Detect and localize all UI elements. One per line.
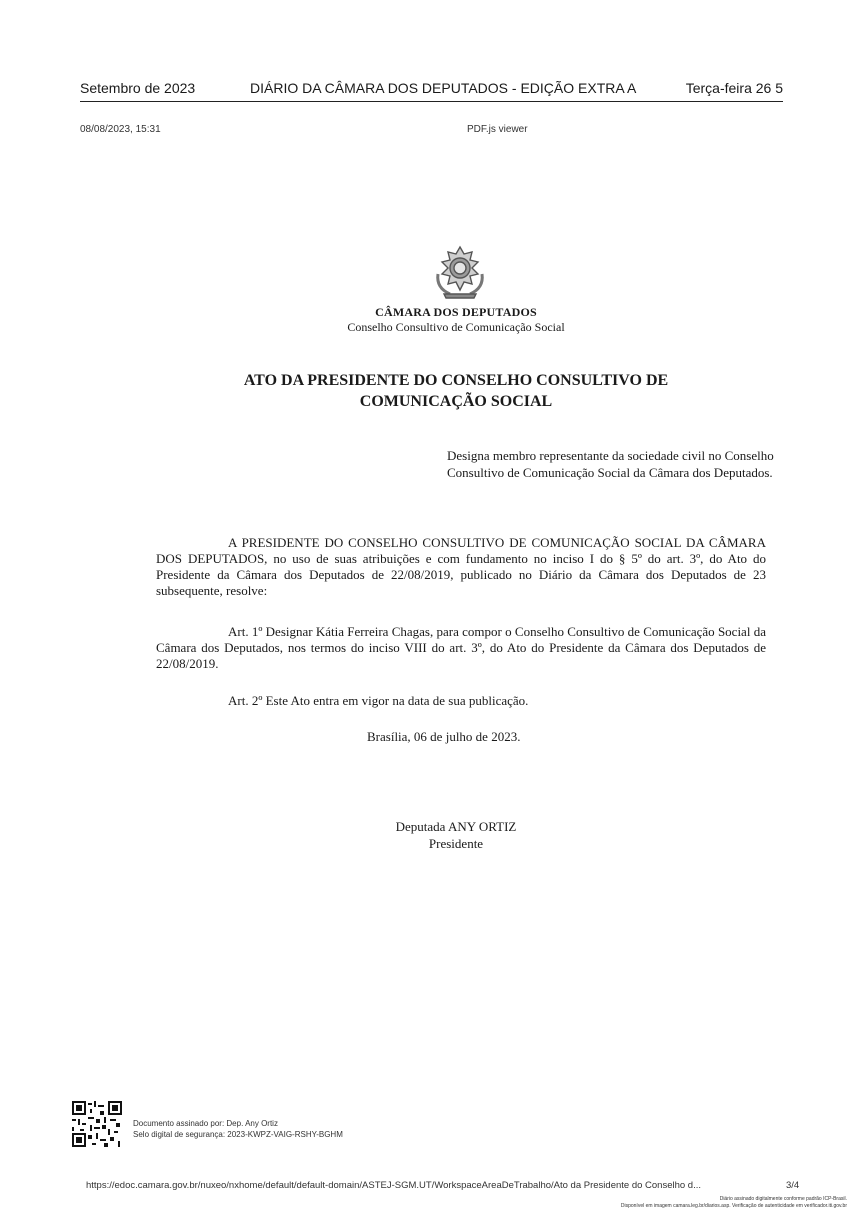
place-and-date: Brasília, 06 de julho de 2023. [367,729,521,744]
article-2-paragraph: Art. 2º Este Ato entra em vigor na data de sua publicação. [228,693,529,708]
signatory-role: Presidente [428,836,484,851]
coat-of-arms-icon [430,244,490,302]
council-name: Conselho Consultivo de Comunicação Social [347,320,565,334]
signatory-name: Deputada ANY ORTIZ [395,819,517,834]
qr-code-icon [72,1101,122,1147]
act-title-line-1: ATO DA PRESIDENTE DO CONSELHO CONSULTIVO DE [243,372,669,389]
signed-by-text: Documento assinado por: Dep. Any Ortiz [133,1119,278,1128]
header-publication: DIÁRIO DA CÂMARA DOS DEPUTADOS - EDIÇÃO EXTRA A [250,80,637,96]
article-1-paragraph: Art. 1º Designar Kátia Ferreira Chagas, para compor o Conselho Consultivo de Comunicação Social da Câmara dos Deputados, nos termos do inciso VIII do art. 3º, do Ato do Presidente da Câmara dos Deputados de 22/08/2019. [156,624,766,671]
page-count: 3/4 [786,1180,800,1191]
act-title [0,370,863,412]
authenticity-notice: Disponível em imagem camara.leg.br/diarios.asp. Verificação de autenticidade em verificador.iti.gov.br [620,1203,847,1209]
signature-block [0,818,863,852]
act-title-line-2: COMUNICAÇÃO SOCIAL [359,393,553,410]
document-url[interactable]: https://edoc.camara.gov.br/nuxeo/nxhome/default/default-domain/ASTEJ-SGM.UT/WorkspaceAreaDeTrabalho/Ato da Presidente do Conselho d... [86,1180,702,1191]
institution-name: CÂMARA DOS DEPUTADOS [375,305,537,319]
security-seal-text: Selo digital de segurança: 2023-KWPZ-VAIG-RSHY-BGHM [133,1130,343,1139]
icp-notice: Diário assinado digitalmente conforme padrão ICP-Brasil. [719,1196,847,1202]
header-day-page: Terça-feira 26 5 [685,80,783,96]
header-divider [80,101,783,102]
preamble-paragraph: A PRESIDENTE DO CONSELHO CONSULTIVO DE COMUNICAÇÃO SOCIAL DA CÂMARA DOS DEPUTADOS, no uso de suas atribuições e com fundamento no inciso I do § 5º do art. 3º, do Ato do Presidente da Câmara dos Deputados de 22/08/2019, publicado no Diário da Câmara dos Deputados de 23 subsequente, resolve: [156,535,766,598]
viewer-label: PDF.js viewer [467,124,528,135]
print-timestamp: 08/08/2023, 15:31 [80,124,161,135]
digital-signature-info [133,1118,343,1140]
header-date: Setembro de 2023 [80,80,196,96]
act-summary: Designa membro representante da sociedade civil no Conselho Consultivo de Comunicação Social da Câmara dos Deputados. [447,448,774,480]
